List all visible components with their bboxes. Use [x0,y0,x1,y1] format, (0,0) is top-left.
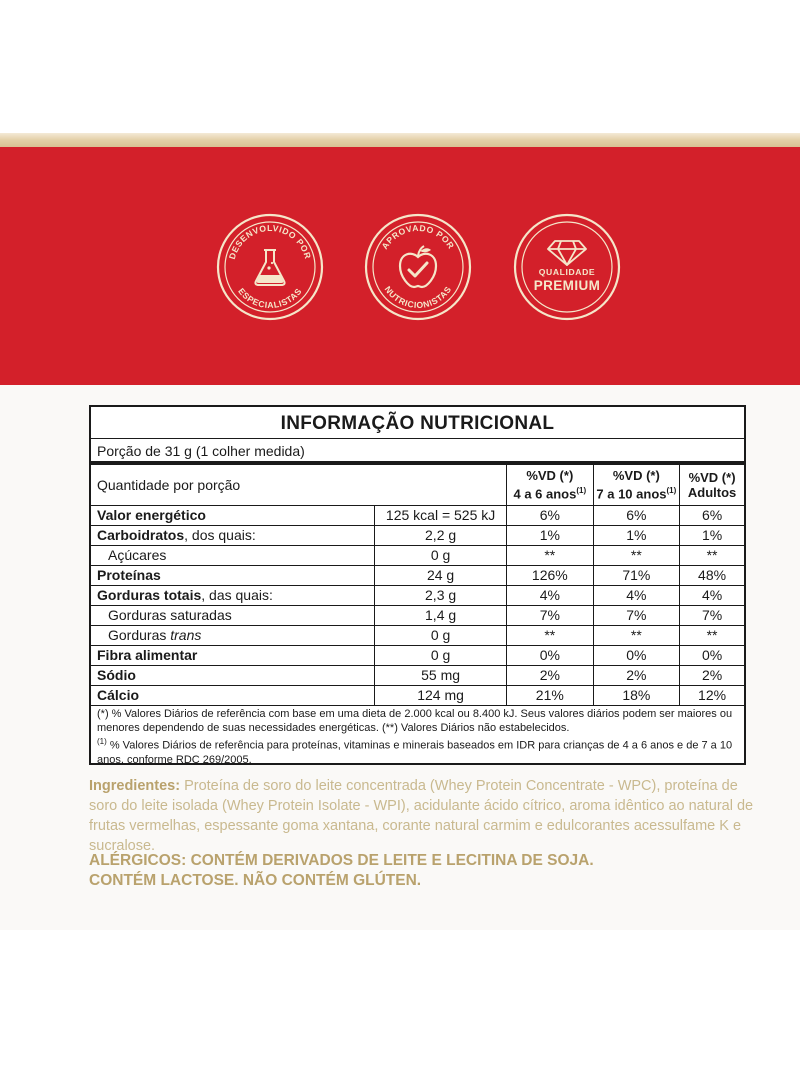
svg-text:APROVADO POR [380,223,457,251]
nutrient-quantity: 125 kcal = 525 kJ [375,506,507,526]
vd-4-6: 0% [507,646,594,666]
flask-icon [216,213,324,321]
vd-7-10: 4% [593,586,680,606]
gold-stripe [0,133,800,147]
footnote: (*) % Valores Diários de referência com base em uma dieta de 2.000 kcal ou 8.400 kJ. Seus valores diários podem ser maiores ou menores dependendo de suas necessidades energéticas. (**) Valores Diários não estabelecidos. $^{(1)}$ % Valores Diários de referência para proteínas, vitaminas e minerais baseados em IDR para crianças de 4 a 6 anos e de 7 a 10 anos, conforme RDC 269/2005. [97,708,733,766]
divider [91,438,744,439]
col-head-7-10: %VD (*) 7 a 10 anos$^{(1)}$ [593,465,680,506]
nutrient-name: Fibra alimentar [91,646,375,666]
badge-2-bottom-text: NUTRICIONISTAS [382,284,454,311]
vd-7-10: ** [593,626,680,646]
vd-adults: 0% [680,646,744,666]
vd-4-6: 2% [507,666,594,686]
portion-size: Porção de 31 g (1 colher medida) [97,443,305,459]
badge-nutritionists [364,213,472,321]
vd-4-6: ** [507,546,594,566]
nutrient-row [91,666,744,686]
nutrition-grid [91,465,744,706]
svg-text:NUTRICIONISTAS [383,284,454,310]
quantity-label: Quantidade por porção [91,465,375,506]
vd-adults: 4% [680,586,744,606]
nutrient-name: Valor energético [91,506,375,526]
vd-adults: ** [680,546,744,566]
nutrient-row [91,606,744,626]
nutrient-quantity: 24 g [375,566,507,586]
allergens-line-2: CONTÉM LACTOSE. NÃO CONTÉM GLÚTEN. [89,872,422,889]
vd-4-6: 7% [507,606,594,626]
nutrient-row [91,626,744,646]
nutrient-quantity: 0 g [375,646,507,666]
nutrition-table [89,405,746,765]
nutrient-name: Proteínas [91,566,375,586]
svg-text:ESPECIALISTAS [236,286,304,310]
vd-4-6: 126% [507,566,594,586]
bottom-margin [0,930,800,1066]
vd-4-6: 4% [507,586,594,606]
badge-1-top-text: DESENVOLVIDO POR [226,222,314,261]
vd-7-10: ** [593,546,680,566]
nutrient-quantity: 2,2 g [375,526,507,546]
nutrient-quantity: 0 g [375,626,507,646]
nutrient-name: Sódio [91,666,375,686]
vd-adults: 6% [680,506,744,526]
badge-1-bottom-text: ESPECIALISTAS [236,286,304,311]
ingredients-label: Ingredientes: [89,778,181,794]
nutrient-quantity: 2,3 g [375,586,507,606]
vd-adults: 7% [680,606,744,626]
nutrient-row [91,546,744,566]
badge-2-top-text: APROVADO POR [379,222,457,251]
ingredients [89,776,754,856]
nutrient-name: Gorduras trans [91,626,375,646]
nutrient-name: Gorduras saturadas [91,606,375,626]
nutrient-row [91,526,744,546]
vd-4-6: ** [507,626,594,646]
nutrient-quantity: 124 mg [375,686,507,706]
vd-7-10: 0% [593,646,680,666]
badge-3-line2: PREMIUM [533,278,601,293]
vd-7-10: 7% [593,606,680,626]
badge-specialists [216,213,324,321]
vd-adults: 48% [680,566,744,586]
nutrient-row [91,506,744,526]
apple-check-icon [364,213,472,321]
vd-4-6: 6% [507,506,594,526]
allergens [89,851,754,891]
nutrient-quantity: 55 mg [375,666,507,686]
vd-4-6: 1% [507,526,594,546]
col-head-4-6: %VD (*) 4 a 6 anos$^{(1)}$ [507,465,594,506]
vd-adults: ** [680,626,744,646]
top-margin [0,0,800,133]
nutrient-name: Açúcares [91,546,375,566]
vd-adults: 12% [680,686,744,706]
ingredients-text: Proteína de soro do leite concentrada (Whey Protein Concentrate - WPC), proteína de soro do leite isolada (Whey Protein Isolate - WPI), acidulante ácido cítrico, aroma idêntico ao natural de frutas vermelhas, espessante goma xantana, corante natural carmim e edulcorantes acessulfame K e sucralose. [89,778,754,854]
nutrient-quantity: 1,4 g [375,606,507,626]
vd-4-6: 21% [507,686,594,706]
vd-7-10: 6% [593,506,680,526]
vd-7-10: 2% [593,666,680,686]
nutrient-row [91,566,744,586]
badge-3-line1: QUALIDADE [538,267,596,277]
nutrient-row [91,686,744,706]
nutrition-title: INFORMAÇÃO NUTRICIONAL [280,413,555,434]
badge-premium [513,213,621,321]
blank-cell [375,465,507,506]
vd-adults: 1% [680,526,744,546]
nutrient-row [91,646,744,666]
vd-7-10: 71% [593,566,680,586]
nutrient-name: Cálcio [91,686,375,706]
nutrient-name: Gorduras totais, das quais: [91,586,375,606]
nutrient-quantity: 0 g [375,546,507,566]
header-row [91,465,744,506]
vd-7-10: 18% [593,686,680,706]
vd-7-10: 1% [593,526,680,546]
nutrient-name: Carboidratos, dos quais: [91,526,375,546]
diamond-icon [513,213,621,321]
col-head-adults: %VD (*) Adultos [680,465,744,506]
allergens-line-1: ALÉRGICOS: CONTÉM DERIVADOS DE LEITE E LECITINA DE SOJA. [89,852,594,869]
vd-adults: 2% [680,666,744,686]
svg-text:DESENVOLVIDO POR [227,223,313,261]
nutrient-row [91,586,744,606]
